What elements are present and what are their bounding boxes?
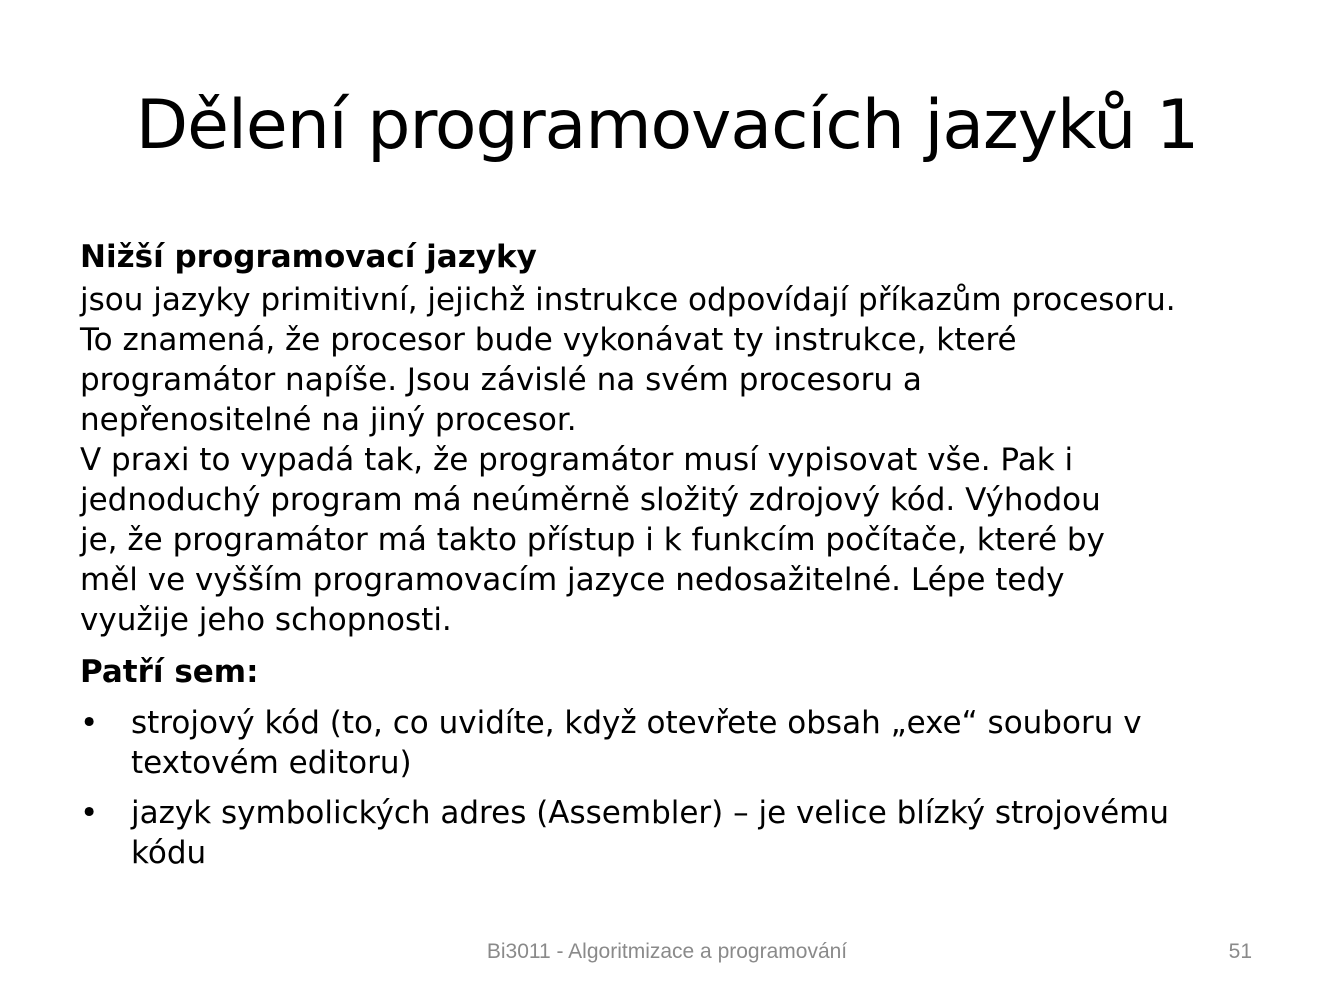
bullet-line: textovém editoru) <box>131 745 412 781</box>
bullet-list <box>80 703 1280 873</box>
paragraph-line: nepřenositelné na jiný procesor. <box>80 402 577 438</box>
slide-title: Dělení programovacích jazyků 1 <box>135 86 1199 165</box>
section-heading-includes: Patří sem: <box>80 654 259 690</box>
section-heading-lower-languages: Nižší programovací jazyky <box>80 239 537 275</box>
bullet-item-assembler <box>80 793 1280 873</box>
bullet-icon: • <box>80 705 99 741</box>
bullet-icon: • <box>80 795 99 831</box>
page-number: 51 <box>1228 940 1252 963</box>
description-paragraph <box>80 280 1280 640</box>
paragraph-line: jednoduchý program má neúměrně složitý zdrojový kód. Výhodou <box>80 482 1101 518</box>
bullet-line: strojový kód (to, co uvidíte, když otevřete obsah „exe“ souboru v <box>131 705 1142 741</box>
paragraph-line: V praxi to vypadá tak, že programátor musí vypisovat vše. Pak i <box>80 442 1074 478</box>
paragraph-line: To znamená, že procesor bude vykonávat ty instrukce, které <box>80 322 1017 358</box>
paragraph-line: programátor napíše. Jsou závislé na svém procesoru a <box>80 362 922 398</box>
slide-body <box>80 237 1280 883</box>
bullet-line: jazyk symbolických adres (Assembler) – je velice blízký strojovému <box>131 795 1170 831</box>
paragraph-line: využije jeho schopnosti. <box>80 602 452 638</box>
bullet-line: kódu <box>131 835 207 871</box>
bullet-item-machine-code <box>80 703 1280 783</box>
footer-course-name: Bi3011 - Algoritmizace a programování <box>486 940 848 963</box>
paragraph-line: měl ve vyšším programovacím jazyce nedosažitelné. Lépe tedy <box>80 562 1065 598</box>
paragraph-line: je, že programátor má takto přístup i k funkcím počítače, které by <box>80 522 1105 558</box>
paragraph-line: jsou jazyky primitivní, jejichž instrukce odpovídají příkazům procesoru. <box>80 282 1176 318</box>
